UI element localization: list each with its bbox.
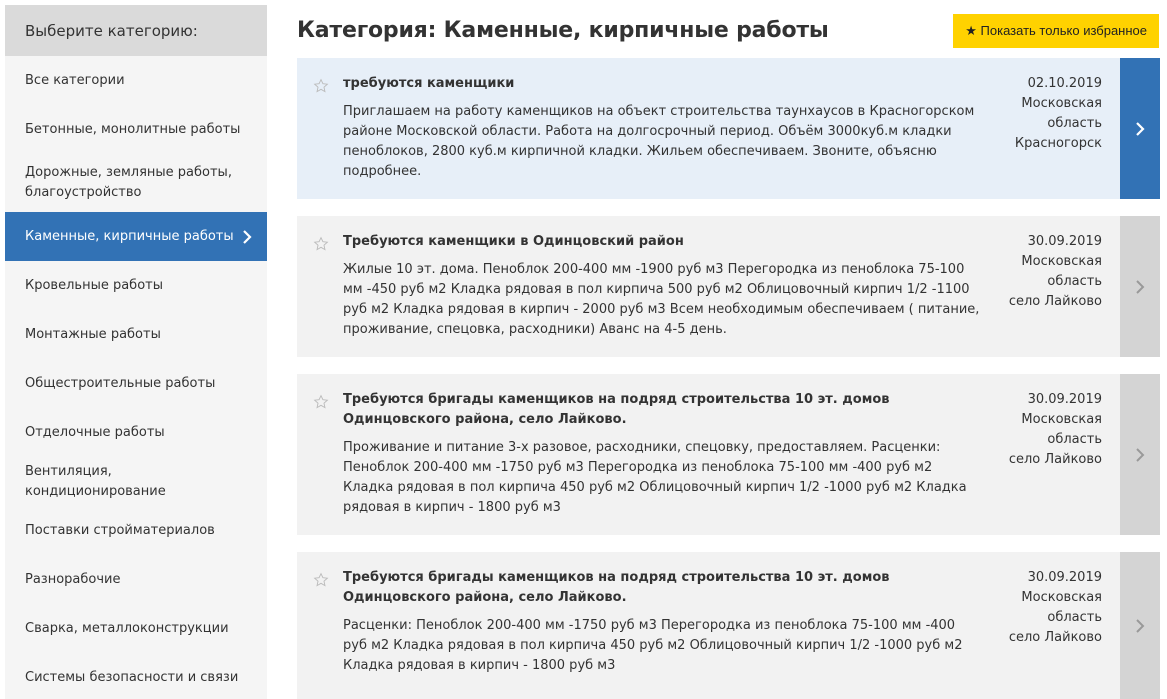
listing-region: Московская (1021, 254, 1102, 269)
star-outline-icon[interactable] (313, 394, 329, 410)
listing-city: село Лайково (1008, 452, 1102, 467)
sidebar-item-label: Разнорабочие (25, 571, 121, 587)
listing-description: Приглашаем на работу каменщиков на объект строительства таунхаусов в Красногорском районе Московской области. Работа на долгосрочный период. Объём 3000куб.м кладки пеноблоков, 2800 куб.м кирпичной кладки. Жильем обеспечиваем. Звоните, объясню подробнее. (343, 104, 975, 179)
sidebar-item-label: Вентиляция, кондиционирование (25, 463, 166, 499)
listing-title[interactable]: Требуются каменщики в Одинцовский район (343, 234, 684, 249)
sidebar-item-label: Каменные, кирпичные работы (25, 228, 234, 244)
fav-button-label: ★ Показать только избранное (965, 23, 1147, 38)
sidebar-item-masonry[interactable] (5, 212, 267, 261)
listing-region: Московская (1021, 96, 1102, 111)
listing-meta (1015, 74, 1102, 154)
listing-description: Жилые 10 эт. дома. Пеноблок 200-400 мм -1900 руб м3 Перегородка из пеноблока 75-100 мм -450 руб м2 Кладка рядовая в пол кирпича 500 руб м2 Облицовочный кирпич 1/2 -1100 руб м2 Кладка рядовая в кирпич - 2000 руб м3 Всем необходимым обеспечиваем ( питание, проживание, спецовка, расходники) Аванс на 4-5 день. (343, 262, 980, 337)
sidebar-item-security[interactable] (5, 653, 267, 699)
listing-card[interactable] (297, 58, 1160, 199)
listing-region-suffix: область (1047, 432, 1102, 447)
listing-city: село Лайково (1008, 630, 1102, 645)
page-title: Категория: Каменные, кирпичные работы (297, 18, 829, 43)
listing-date: 30.09.2019 (1027, 392, 1102, 407)
sidebar-item-materials[interactable] (5, 506, 267, 555)
chevron-right-icon (1135, 280, 1145, 294)
listing-description: Проживание и питание 3-х разовое, расходники, спецовку, предоставляем. Расценки: Пеноблок 200-400 мм -1750 руб м3 Перегородка из пеноблока 75-100 мм -400 руб м2 Кладка рядовая в пол кирпича 450 руб м2 Облицовочный кирпич 1/2 -1000 руб м2 Кладка рядовая в кирпич - 1800 руб м3 (343, 440, 967, 515)
open-listing-button[interactable] (1120, 374, 1160, 535)
show-favorites-button[interactable] (953, 14, 1159, 48)
listing-content (343, 390, 983, 518)
sidebar-item-label: Отделочные работы (25, 424, 165, 440)
sidebar-item-finishing[interactable] (5, 408, 267, 457)
listing-region-suffix: область (1047, 116, 1102, 131)
sidebar-item-label: Поставки стройматериалов (25, 522, 215, 538)
sidebar-item-label: Все категории (25, 72, 125, 88)
listing-region-suffix: область (1047, 274, 1102, 289)
listing-content (343, 232, 983, 340)
sidebar-item-label: Монтажные работы (25, 326, 161, 342)
sidebar-item-laborers[interactable] (5, 555, 267, 604)
sidebar-item-general[interactable] (5, 359, 267, 408)
listing-region-suffix: область (1047, 610, 1102, 625)
sidebar-item-roadworks[interactable] (5, 154, 267, 212)
sidebar-header: Выберите категорию: (5, 5, 267, 56)
sidebar-item-label: Общестроительные работы (25, 375, 216, 391)
listing-city: Красногорск (1014, 136, 1102, 151)
sidebar-item-label: Системы безопасности и связи (25, 669, 239, 685)
listing-content (343, 568, 983, 676)
sidebar-item-label: Дорожные, земляные работы, благоустройство (25, 165, 232, 200)
chevron-right-icon (1135, 122, 1145, 136)
listing-region: Московская (1021, 412, 1102, 427)
listing-meta (1009, 232, 1102, 312)
listing-date: 30.09.2019 (1027, 234, 1102, 249)
listing-card[interactable] (297, 374, 1160, 535)
chevron-right-icon (1135, 619, 1145, 633)
listing-description: Расценки: Пеноблок 200-400 мм -1750 руб м3 Перегородка из пеноблока 75-100 мм -400 руб м2 Кладка рядовая в пол кирпича 450 руб м2 Облицовочный кирпич 1/2 -1000 руб м2 Кладка рядовая в кирпич - 1800 руб м3 (343, 618, 963, 673)
star-outline-icon[interactable] (313, 236, 329, 252)
sidebar-item-roofing[interactable] (5, 261, 267, 310)
sidebar-item-welding[interactable] (5, 604, 267, 653)
chevron-right-icon (241, 229, 253, 245)
listing-date: 30.09.2019 (1027, 570, 1102, 585)
star-outline-icon[interactable] (313, 572, 329, 588)
listing-meta (1009, 568, 1102, 648)
open-listing-button[interactable] (1120, 552, 1160, 699)
sidebar-item-concrete[interactable] (5, 105, 267, 154)
sidebar-item-label: Сварка, металлоконструкции (25, 620, 229, 636)
chevron-right-icon (1135, 448, 1145, 462)
listing-date: 02.10.2019 (1027, 76, 1102, 91)
listing-region: Московская (1021, 590, 1102, 605)
sidebar-item-label: Бетонные, монолитные работы (25, 121, 241, 137)
listing-card[interactable] (297, 216, 1160, 357)
listing-content (343, 74, 983, 182)
listing-title[interactable]: Требуются бригады каменщиков на подряд строительства 10 эт. домов Одинцовского района, село Лайково. (343, 570, 890, 605)
sidebar-item-ventilation[interactable] (5, 457, 267, 506)
sidebar-item-installation[interactable] (5, 310, 267, 359)
listing-title[interactable]: Требуются бригады каменщиков на подряд строительства 10 эт. домов Одинцовского района, село Лайково. (343, 392, 890, 427)
open-listing-button[interactable] (1120, 216, 1160, 357)
star-outline-icon[interactable] (313, 78, 329, 94)
listing-card[interactable] (297, 552, 1160, 699)
open-listing-button[interactable] (1120, 58, 1160, 199)
sidebar-item-all[interactable] (5, 56, 267, 105)
listing-meta (1009, 390, 1102, 470)
listing-city: село Лайково (1008, 294, 1102, 309)
category-sidebar (5, 5, 267, 699)
listing-title[interactable]: требуются каменщики (343, 76, 515, 91)
sidebar-item-label: Кровельные работы (25, 277, 163, 293)
main-content (297, 0, 1163, 699)
